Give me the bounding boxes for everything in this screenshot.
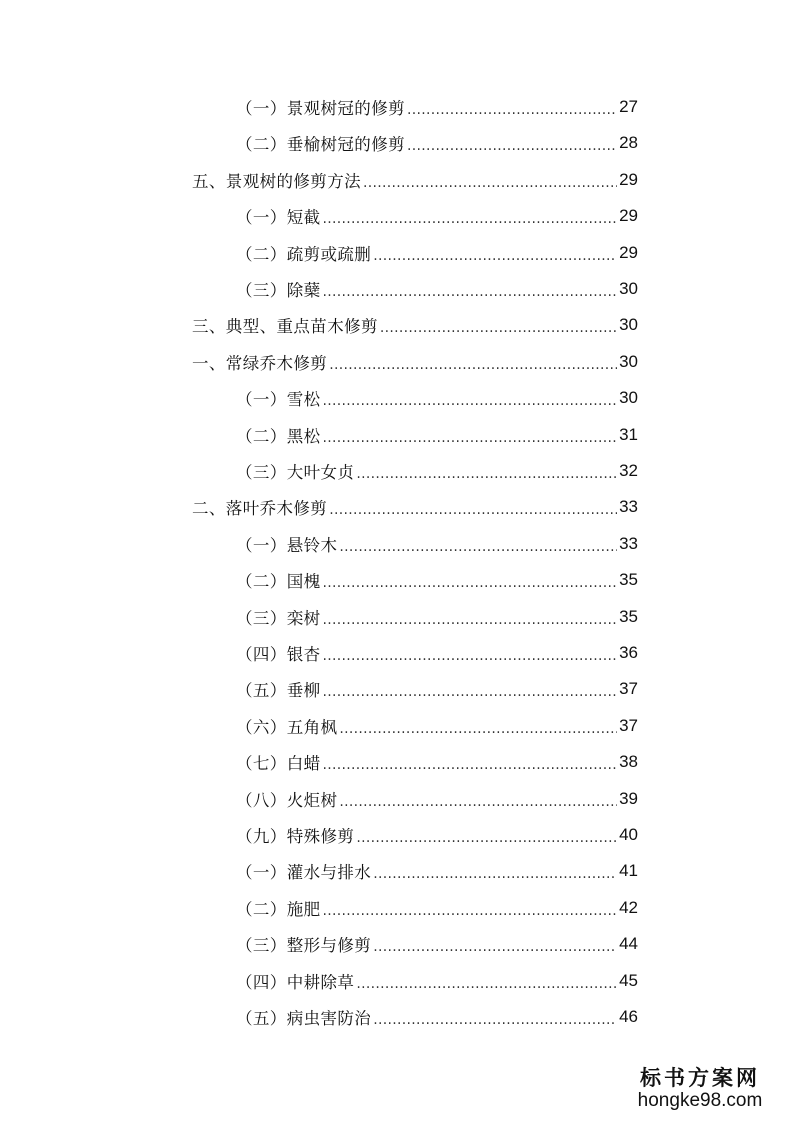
toc-dot-leader <box>356 977 617 991</box>
toc-entry-title: 二、落叶乔木修剪 <box>192 499 328 519</box>
toc-page-number: 41 <box>619 861 638 881</box>
toc-entry <box>236 931 638 957</box>
toc-entry-title: （五）病虫害防治 <box>236 1009 372 1028</box>
toc-dot-leader <box>323 576 618 590</box>
toc-entry-title: （一）景观树冠的修剪 <box>236 99 405 118</box>
toc-entry-title: （二）疏剪或疏删 <box>236 244 372 264</box>
toc-page-number: 45 <box>619 970 638 990</box>
toc-dot-leader <box>380 321 617 335</box>
toc-entry-title: （一）短截 <box>236 208 321 228</box>
toc-entry-title: （一）灌水与排水 <box>236 863 372 883</box>
toc-entry <box>236 385 638 411</box>
toc-entry <box>236 240 638 266</box>
toc-entry <box>236 676 638 702</box>
toc-page-number: 29 <box>619 242 638 262</box>
toc-entry <box>236 94 638 120</box>
toc-page-number: 36 <box>619 643 638 662</box>
toc-dot-leader <box>339 540 617 554</box>
toc-dot-leader <box>373 1013 617 1027</box>
toc-entry <box>236 749 638 775</box>
toc-page-number: 33 <box>619 497 638 517</box>
toc-dot-leader <box>373 867 617 881</box>
toc-entry <box>192 312 638 338</box>
toc-entry <box>236 640 638 666</box>
toc-dot-leader <box>329 503 617 517</box>
toc-entry <box>236 822 638 848</box>
toc-entry <box>236 968 638 994</box>
toc-dot-leader <box>407 103 617 117</box>
toc-entry-title: （四）中耕除草 <box>236 972 355 992</box>
toc-entry-title: （二）垂榆树冠的修剪 <box>236 135 405 155</box>
toc-entry-title: 五、景观树的修剪方法 <box>192 171 361 191</box>
toc-entry <box>192 167 638 193</box>
toc-entry <box>236 858 638 884</box>
toc-page-number: 30 <box>619 351 638 371</box>
toc-page-number: 46 <box>619 1007 638 1026</box>
toc-page-number: 30 <box>619 388 638 408</box>
toc-entry <box>236 567 638 593</box>
toc-dot-leader <box>323 431 618 445</box>
toc-entry-title: （七）白蜡 <box>236 754 321 774</box>
toc-dot-leader <box>323 649 618 663</box>
toc-dot-leader <box>407 139 617 153</box>
toc-entry <box>192 494 638 520</box>
toc-page-number: 35 <box>619 606 638 626</box>
toc-page-number: 37 <box>619 715 638 735</box>
toc-entry <box>236 422 638 448</box>
toc-entry-title: （三）除蘖 <box>236 281 321 300</box>
toc-entry <box>236 604 638 630</box>
toc-entry <box>236 895 638 921</box>
toc-page-number: 44 <box>619 934 638 954</box>
toc-entry-title: （九）特殊修剪 <box>236 827 355 846</box>
toc-entry-title: （八）火炬树 <box>236 790 338 810</box>
toc-entry <box>236 531 638 557</box>
toc-dot-leader <box>323 685 618 699</box>
toc-page-number: 30 <box>619 279 638 298</box>
toc-page-number: 37 <box>619 679 638 699</box>
toc-entry-title: （三）栾树 <box>236 608 321 628</box>
toc-dot-leader <box>323 394 618 408</box>
toc-entry <box>236 203 638 229</box>
toc-dot-leader <box>339 722 617 736</box>
toc-page-number: 28 <box>619 133 638 153</box>
toc-entry-title: （二）施肥 <box>236 899 321 919</box>
toc-entry-title: （三）大叶女贞 <box>236 463 355 482</box>
toc-page-number: 42 <box>619 897 638 917</box>
toc-dot-leader <box>363 176 617 190</box>
toc-entry-title: （二）国槐 <box>236 572 321 592</box>
watermark-url: hongke98.com <box>637 1090 763 1111</box>
toc-page-number: 27 <box>619 97 638 116</box>
toc-page-number: 33 <box>619 533 638 553</box>
toc-page-number: 40 <box>619 825 638 844</box>
toc-dot-leader <box>356 467 617 481</box>
toc-page-number: 30 <box>619 315 638 335</box>
toc-entry <box>236 1004 638 1030</box>
toc-entry-title: （三）整形与修剪 <box>236 936 372 956</box>
toc-entry-title: （一）悬铃木 <box>236 535 338 555</box>
toc-dot-leader <box>356 831 617 845</box>
watermark-logo <box>625 1066 775 1112</box>
watermark-site-name: 标书方案网 <box>640 1065 760 1090</box>
toc-dot-leader <box>323 212 618 226</box>
toc-dot-leader <box>323 904 618 918</box>
toc-entry-title: 三、典型、重点苗木修剪 <box>192 317 378 337</box>
toc-page-number: 29 <box>619 169 638 189</box>
toc-dot-leader <box>323 613 618 627</box>
toc-entry <box>236 786 638 812</box>
toc-entry <box>236 130 638 156</box>
toc-dot-leader <box>339 795 617 809</box>
toc-entry <box>192 349 638 375</box>
toc-page-number: 29 <box>619 206 638 226</box>
toc-entry <box>236 458 638 484</box>
toc-entry-title: （一）雪松 <box>236 390 321 410</box>
toc-dot-leader <box>329 358 617 372</box>
toc-page-number: 32 <box>619 461 638 480</box>
toc-entry <box>236 276 638 302</box>
toc-page-number: 31 <box>619 424 638 444</box>
toc-entry-title: （二）黑松 <box>236 426 321 446</box>
toc-entry-title: 一、常绿乔木修剪 <box>192 353 328 373</box>
toc-entry-title: （六）五角枫 <box>236 717 338 737</box>
toc-dot-leader <box>373 249 617 263</box>
toc-entry-title: （四）银杏 <box>236 645 321 664</box>
toc-dot-leader <box>323 285 618 299</box>
toc-dot-leader <box>323 758 618 772</box>
toc-page-number: 38 <box>619 752 638 772</box>
toc-entry <box>236 713 638 739</box>
toc-page-number: 39 <box>619 788 638 808</box>
toc-entry-title: （五）垂柳 <box>236 681 321 701</box>
toc-page-number: 35 <box>619 570 638 590</box>
toc-dot-leader <box>373 940 617 954</box>
